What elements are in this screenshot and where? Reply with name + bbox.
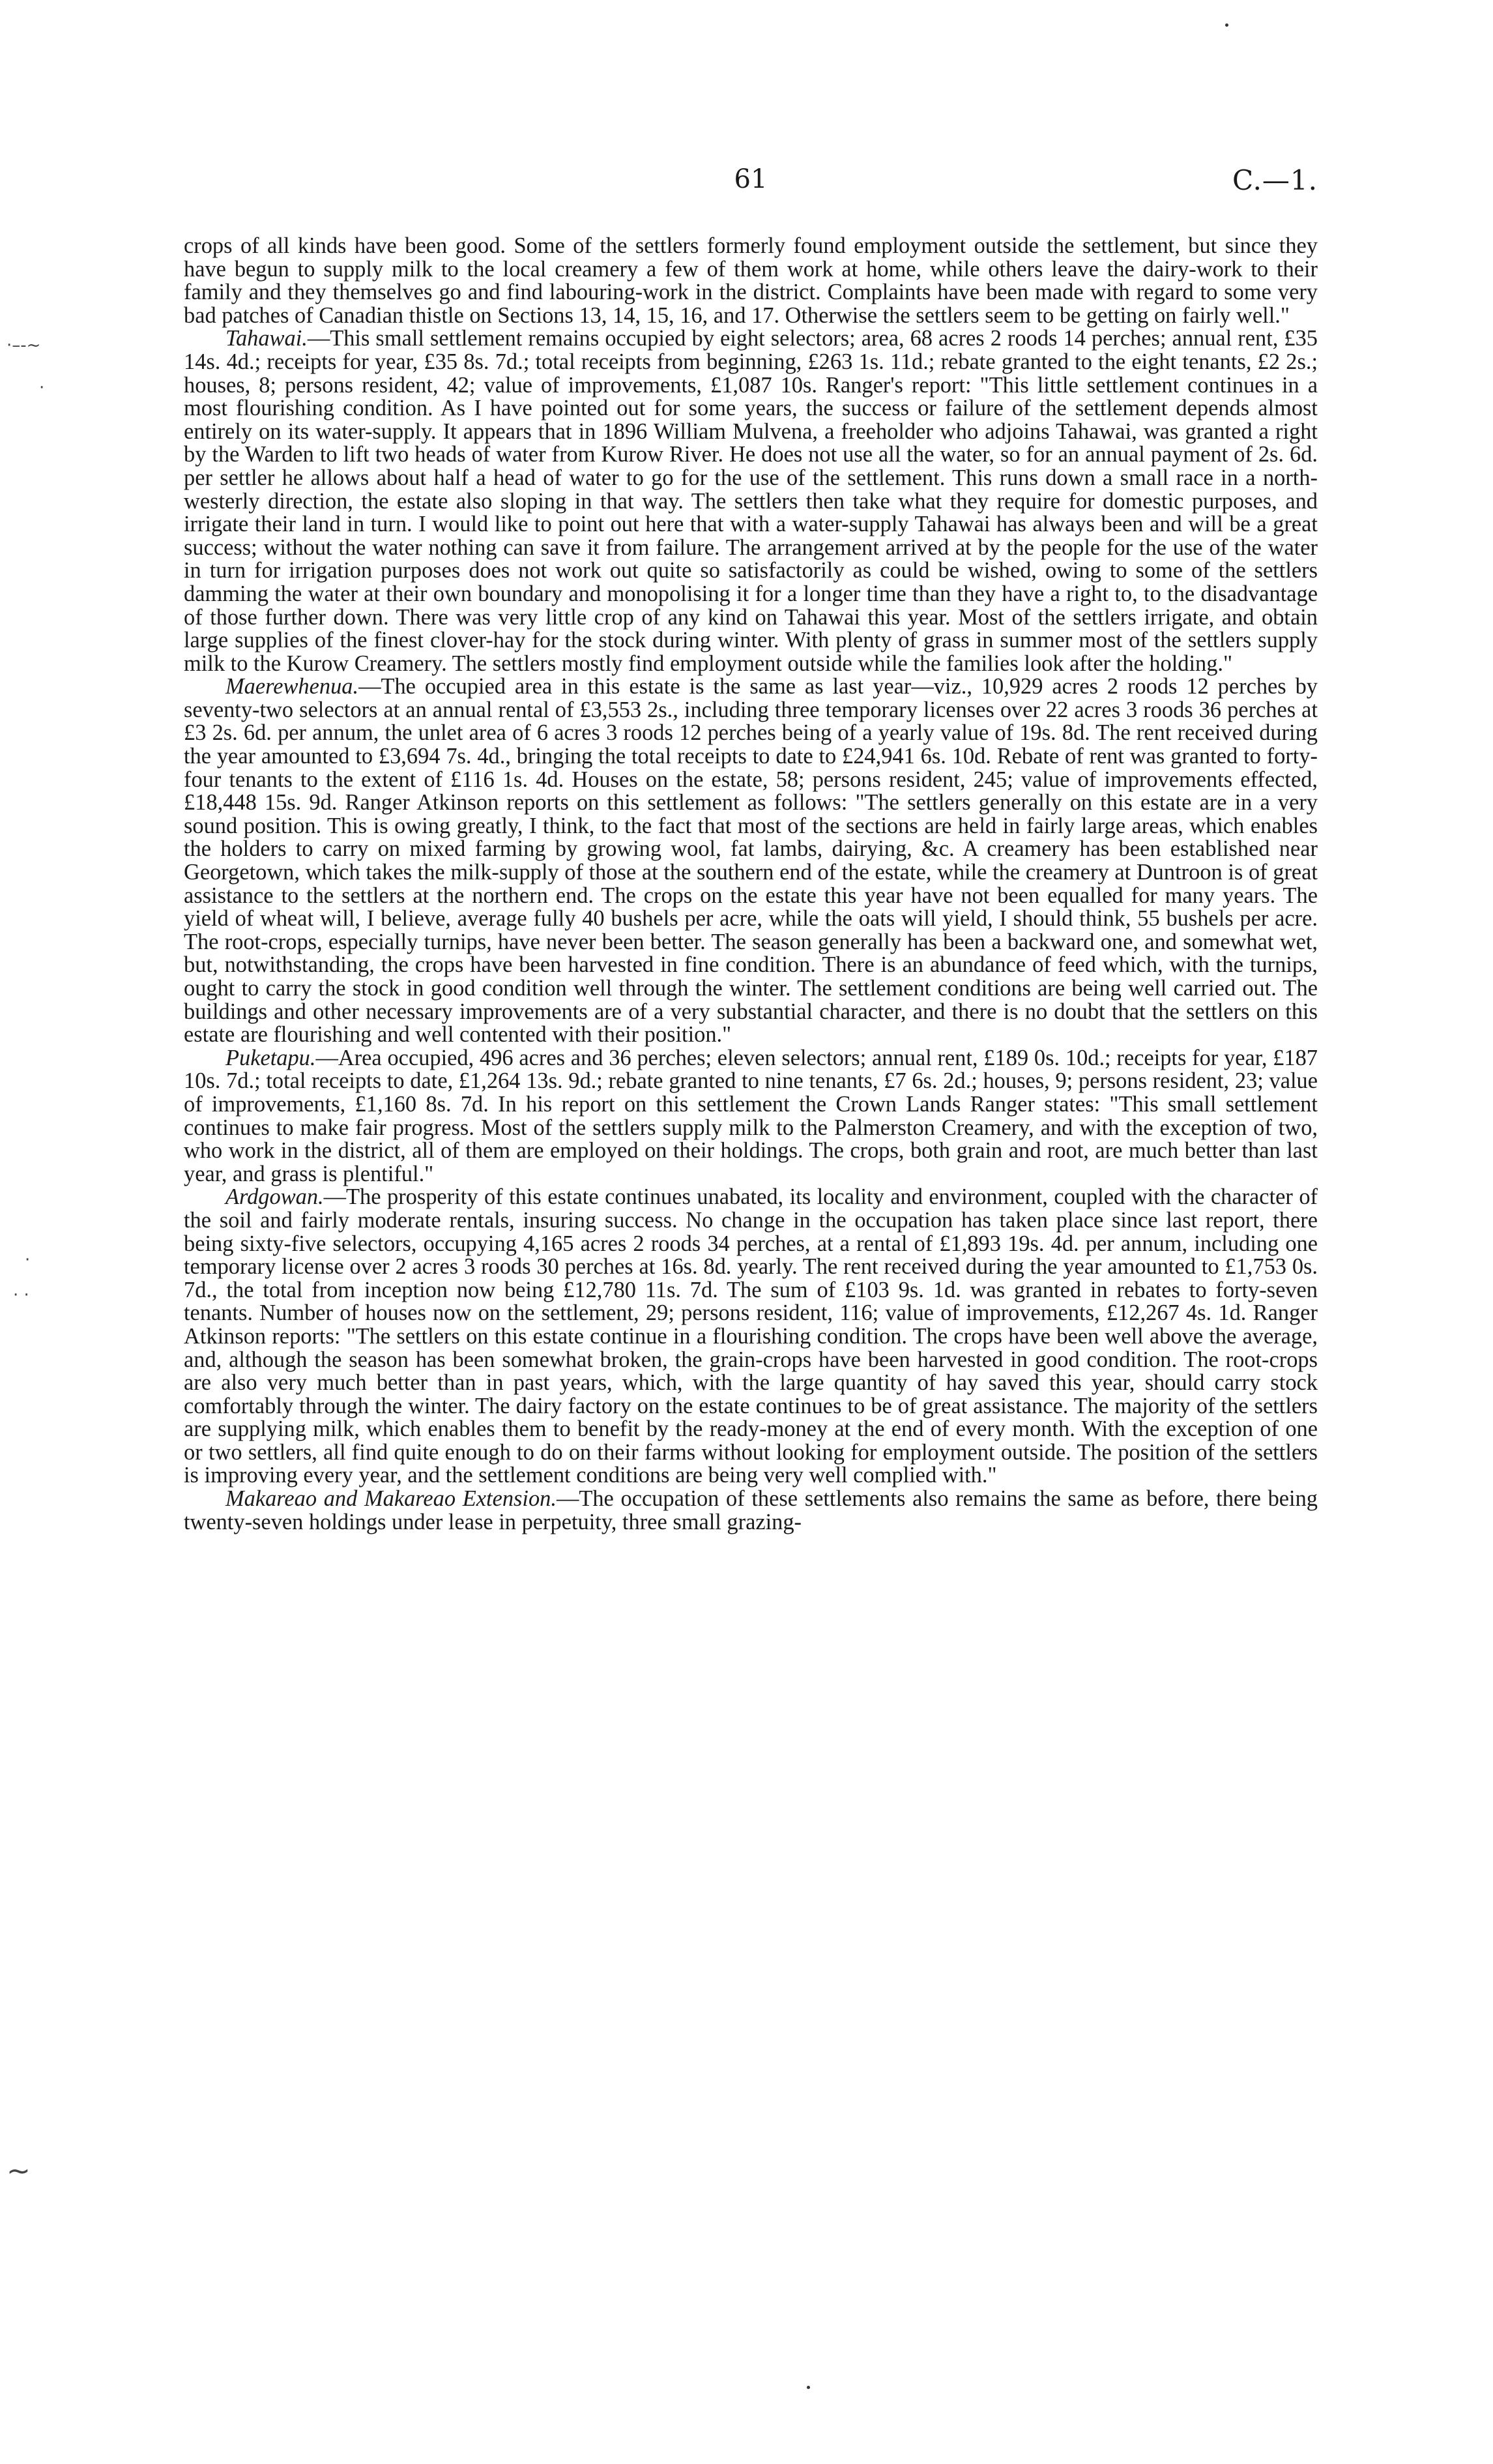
paragraph-tahawai xyxy=(184,327,1318,675)
margin-mark-5: ~ xyxy=(7,2154,31,2188)
paragraph-heading: Maerewhenua. xyxy=(225,674,359,699)
margin-mark-2: · xyxy=(39,378,45,398)
paragraph-heading: Makareao and Makareao Extension. xyxy=(225,1486,557,1512)
paragraph-text: —The prosperity of this estate continues unabated, its locality and environment, coupled with the character of the soil and fairly moderate rentals, insuring success. No change in the occupation has taken place since last report, there being sixty-five selectors, occupying 4,165 acres 2 roods 34 perches, at a rental of £1,893 19s. 4d. per annum, including one temporary license over 2 acres 3 roods 30 perches at 16s. 8d. yearly. The rent received during the year amounted to £1,753 0s. 7d., the total from inception now being £12,780 11s. 7d. The sum of £103 9s. 1d. was granted in rebates to forty-seven tenants. Number of houses now on the settlement, 29; persons resident, 116; value of improvements, £12,267 4s. 1d. Ranger Atkinson reports: "The settlers on this estate continue in a flourishing condition. The crops have been well above the average, and, although the season has been somewhat broken, the grain-crops have been harvested in good condition. The root-crops are also very much better than in past years, which, with the large quantity of hay saved this year, should carry stock comfortably through the winter. The dairy factory on the estate continues to be of great assistance. The majority of the settlers are supplying milk, which enables them to benefit by the ready-money at the end of every month. With the exception of one or two settlers, all find quite enough to do on their farms without looking for employment outside. The position of the settlers is improving every year, and the settlement conditions are being very well complied with." xyxy=(184,1184,1318,1488)
margin-mark-3: · xyxy=(25,1250,31,1270)
top-speck xyxy=(1225,23,1228,27)
page-reference: C.—1. xyxy=(1232,164,1318,196)
paragraph-maerewhenua xyxy=(184,675,1318,1047)
document-body xyxy=(184,235,1318,1534)
margin-mark-4: · · xyxy=(13,1285,29,1305)
paragraph-text: —Area occupied, 496 acres and 36 perches; eleven selectors; annual rent, £189 0s. 10d.; receipts for year, £187 10s. 7d.; total receipts to date, £1,264 13s. 9d.; rebate granted to nine tenants, £7 6s. 2d.; houses, 9; persons resident, 23; value of improvements, £1,160 8s. 7d. In his report on this settlement the Crown Lands Ranger states: "This small settlement continues to make fair progress. Most of the settlers supply milk to the Palmerston Creamery, and with the exception of two, who work in the district, all of them are employed on their holdings. The crops, both grain and root, are much better than last year, and grass is plentiful." xyxy=(184,1045,1318,1186)
page-header xyxy=(184,164,1318,203)
paragraph-heading: Ardgowan. xyxy=(225,1184,324,1210)
paragraph-heading: Puketapu. xyxy=(225,1045,316,1070)
margin-mark-1: ·–‐~ xyxy=(7,336,41,355)
page-number: 61 xyxy=(734,164,768,194)
paragraph-text: —This small settlement remains occupied by eight selectors; area, 68 acres 2 roods 14 perches; annual rent, £35 14s. 4d.; receipts for year, £35 8s. 7d.; total receipts from beginning, £263 1s. 11d.; rebate granted to the eight tenants, £2 2s.; houses, 8; persons resident, 42; value of improvements, £1,087 10s. Ranger's report: "This little settlement continues in a most flourishing condition. As I have pointed out for some years, the success or failure of the settlement depends almost entirely on its water-supply. It appears that in 1896 William Mulvena, a freeholder who adjoins Tahawai, was granted a right by the Warden to lift two heads of water from Kurow River. He does not use all the water, so for an annual payment of 2s. 6d. per settler he allows about half a head of water to go for the use of the settlement. This runs down a small race in a north-westerly direction, the estate also sloping in that way. The settlers then take what they require for domestic purposes, and irrigate their land in turn. I would like to point out here that with a water-supply Tahawai has always been and will be a great success; without the water nothing can save it from failure. The arrangement arrived at by the people for the use of the water in turn for irrigation purposes does not work out quite so satisfactorily as could be wished, owing to some of the settlers damming the water at their own boundary and monopolising it for a longer time than they have a right to, to the disadvantage of those further down. There was very little crop of any kind on Tahawai this year. Most of the settlers irrigate, and obtain large supplies of the finest clover-hay for the stock during winter. With plenty of grass in summer most of the settlers supply milk to the Kurow Creamery. The settlers mostly find employment outside while the families look after the holding." xyxy=(184,326,1318,676)
paragraph-text: crops of all kinds have been good. Some of the settlers formerly found employment outside the settlement, but since they have begun to supply milk to the local creamery a few of them work at home, while others leave the dairy-work to their family and they themselves go and find labouring-work in the district. Complaints have been made with regard to some very bad patches of Canadian thistle on Sections 13, 14, 15, 16, and 17. Otherwise the settlers seem to be getting on fairly well." xyxy=(184,233,1318,328)
paragraph-continuation xyxy=(184,235,1318,327)
paragraph-text: —The occupation of these settlements also remains the same as before, there being twenty-seven holdings under lease in perpetuity, three small grazing- xyxy=(184,1486,1318,1534)
paragraph-text: —The occupied area in this estate is the same as last year—viz., 10,929 acres 2 roods 12 perches by seventy-two selectors at an annual rental of £3,553 2s., including three temporary licenses over 22 acres 3 roods 36 perches at £3 2s. 6d. per annum, the unlet area of 6 acres 3 roods 12 perches being of a yearly value of 19s. 8d. The rent received during the year amounted to £3,694 7s. 4d., bringing the total receipts to date to £24,941 6s. 10d. Rebate of rent was granted to forty-four tenants to the extent of £116 1s. 4d. Houses on the estate, 58; persons resident, 245; value of improvements effected, £18,448 15s. 9d. Ranger Atkinson reports on this settlement as follows: "The settlers generally on this estate are in a very sound position. This is owing greatly, I think, to the fact that most of the sections are held in fairly large areas, which enables the holders to carry on mixed farming by growing wool, fat lambs, dairying, &c. A creamery has been established near Georgetown, which takes the milk-supply of those at the southern end of the estate, while the creamery at Duntroon is of great assistance to the settlers at the northern end. The crops on the estate this year have not been equalled for many years. The yield of wheat will, I believe, average fully 40 bushels per acre, while the oats will yield, I should think, 55 bushels per acre. The root-crops, especially turnips, have never been better. The season generally has been a backward one, and somewhat wet, but, notwithstanding, the crops have been harvested in fine condition. There is an abundance of feed which, with the turnips, ought to carry the stock in good condition well through the winter. The settlement conditions are being well carried out. The buildings and other necessary improvements are of a very substantial character, and there is no doubt that the settlers on this estate are flourishing and well contented with their position." xyxy=(184,674,1318,1048)
paragraph-heading: Tahawai. xyxy=(225,326,308,351)
paragraph-ardgowan xyxy=(184,1186,1318,1488)
paragraph-makareao xyxy=(184,1488,1318,1534)
paragraph-puketapu xyxy=(184,1047,1318,1186)
bottom-speck xyxy=(807,2386,810,2389)
